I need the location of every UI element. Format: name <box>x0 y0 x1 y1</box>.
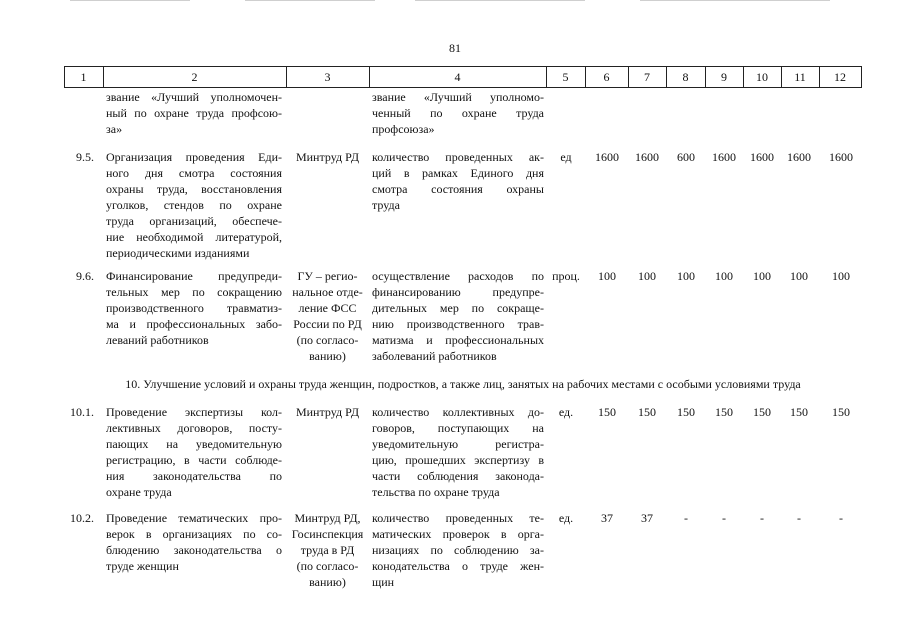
text-line: говоров, поступающих на <box>372 421 544 435</box>
row-description <box>106 510 282 574</box>
value-cell: 37 <box>641 511 653 525</box>
column-header: 6 <box>603 70 610 84</box>
value-cell: 100 <box>598 269 616 283</box>
column-header: 12 <box>834 70 846 84</box>
column-header: 4 <box>454 70 461 84</box>
text-line: Проведение экспертизы кол- <box>106 405 282 419</box>
text-line: за» <box>106 122 123 136</box>
value-cell: 1600 <box>829 150 853 164</box>
value-cell: 1600 <box>712 150 736 164</box>
unit: ед <box>560 150 572 164</box>
value-cell: - <box>839 511 843 525</box>
text-line: ный по охране труда профсою- <box>106 106 282 120</box>
text-line: количество коллективных до- <box>372 405 544 419</box>
section-title: 10. Улучшение условий и охраны труда женщин, подростков, а также лиц, занятых на рабочих местами с особыми условиями труда <box>125 377 801 391</box>
row-executor <box>287 268 368 364</box>
row-description <box>106 268 282 348</box>
value-cell: 100 <box>677 269 695 283</box>
text-line: (по согласо- <box>296 559 359 573</box>
scan-edge-line <box>640 0 830 1</box>
text-line: ма и профессиональных забо- <box>106 317 282 331</box>
text-line: охране труда <box>106 485 172 499</box>
value-cell: - <box>797 511 801 525</box>
text-line: ного дня смотра состояния <box>106 166 282 180</box>
text-line: ванию) <box>309 349 346 363</box>
value-cell: 100 <box>753 269 771 283</box>
text-line: осуществление расходов по <box>372 269 544 283</box>
unit: проц. <box>552 269 580 283</box>
column-header: 10 <box>756 70 768 84</box>
unit: ед. <box>558 511 574 525</box>
text-line: Минтруд РД <box>295 405 360 419</box>
unit: ед. <box>558 405 574 419</box>
text-line: части соблюдения законода- <box>372 469 544 483</box>
row-description <box>106 404 282 500</box>
text-line: количество проведенных те- <box>372 511 544 525</box>
value-cell: 150 <box>832 405 850 419</box>
text-line: охраны труда, восстановления <box>106 182 282 196</box>
text-line: конодательства о труде жен- <box>372 559 544 573</box>
text-line: Финансирование предупреди- <box>106 269 282 283</box>
text-line: нальное отде- <box>292 285 363 299</box>
text-line: труда организаций, обеспече- <box>106 214 282 228</box>
text-line: ченный по охране труда <box>372 106 544 120</box>
column-header: 7 <box>644 70 650 84</box>
text-line: (по согласо- <box>296 333 359 347</box>
value-cell: - <box>684 511 688 525</box>
text-line: ния законодательства по <box>106 469 282 483</box>
value-cell: 1600 <box>635 150 659 164</box>
row-executor <box>287 404 368 420</box>
value-cell: 150 <box>638 405 656 419</box>
text-line: звание «Лучший уполномо- <box>372 90 544 104</box>
text-line: матических проверок в орга- <box>372 527 544 541</box>
row-number: 9.5. <box>76 150 94 164</box>
text-line: нию производственного трав- <box>372 317 544 331</box>
column-header: 1 <box>80 70 87 84</box>
column-header: 8 <box>682 70 689 84</box>
text-line: ГУ – регио- <box>297 269 358 283</box>
text-line: Госинспекция <box>291 527 364 541</box>
value-cell: - <box>722 511 726 525</box>
text-line: Организация проведения Еди- <box>106 150 282 164</box>
text-line: количество проведенных ак- <box>372 150 544 164</box>
column-header: 2 <box>191 70 198 84</box>
column-divider <box>861 67 862 87</box>
text-line: верок в организациях по со- <box>106 527 282 541</box>
row-indicator <box>372 268 544 364</box>
value-cell: 100 <box>715 269 733 283</box>
text-line: труде женщин <box>106 559 179 573</box>
column-header: 3 <box>324 70 331 84</box>
value-cell: 1600 <box>787 150 811 164</box>
row-number: 10.2. <box>70 511 94 525</box>
page-number: 81 <box>449 41 461 55</box>
text-line: Минтруд РД <box>295 150 360 164</box>
column-header: 9 <box>721 70 727 84</box>
text-line: звание «Лучший уполномочен- <box>106 90 282 104</box>
text-line: периодическими изданиями <box>106 246 250 260</box>
scan-edge-line <box>415 0 585 1</box>
text-line: пающих на уведомительную <box>106 437 282 451</box>
text-line: ций в рамках Единого дня <box>372 166 544 180</box>
text-line: лективных договоров, посту- <box>106 421 282 435</box>
text-line: блюдению законодательства о <box>106 543 282 557</box>
value-cell: 100 <box>832 269 850 283</box>
text-line: уведомительную регистра- <box>372 437 544 451</box>
row-executor <box>287 510 368 590</box>
text-line: ние необходимой литературой, <box>106 230 282 244</box>
text-line: заболеваний работников <box>372 349 497 363</box>
value-cell: 150 <box>790 405 808 419</box>
text-line: тельства по охране труда <box>372 485 500 499</box>
text-line: низациях по соблюдению за- <box>372 543 544 557</box>
row-number: 10.1. <box>70 405 94 419</box>
text-line: труда <box>372 198 400 212</box>
text-line: труда в РД <box>300 543 355 557</box>
row-indicator <box>372 404 544 500</box>
scan-edge-line <box>245 0 375 1</box>
scan-edge-line <box>70 0 190 1</box>
value-cell: 37 <box>601 511 613 525</box>
carryover-indicator <box>372 89 544 137</box>
text-line: матизма и профессиональных <box>372 333 544 347</box>
header-bottom-border <box>64 87 862 88</box>
carryover-description <box>106 89 282 137</box>
row-indicator <box>372 510 544 590</box>
text-line: Минтруд РД, <box>294 511 361 525</box>
text-line: уголков, стендов по охране <box>106 198 282 212</box>
text-line: ванию) <box>309 575 346 589</box>
text-line: смотра состояния охраны <box>372 182 544 196</box>
value-cell: - <box>760 511 764 525</box>
value-cell: 150 <box>677 405 695 419</box>
text-line: леваний работников <box>106 333 209 347</box>
text-line: цию, прошедших экспертизу в <box>372 453 544 467</box>
row-description <box>106 149 282 261</box>
value-cell: 150 <box>715 405 733 419</box>
text-line: Проведение тематических про- <box>106 511 282 525</box>
row-executor <box>287 149 368 165</box>
column-header: 11 <box>794 70 806 84</box>
value-cell: 1600 <box>595 150 619 164</box>
value-cell: 150 <box>753 405 771 419</box>
value-cell: 1600 <box>750 150 774 164</box>
text-line: тельных мер по сокращению <box>106 285 282 299</box>
row-number: 9.6. <box>76 269 94 283</box>
text-line: России по РД <box>293 317 362 331</box>
value-cell: 600 <box>677 150 695 164</box>
row-indicator <box>372 149 544 213</box>
value-cell: 150 <box>598 405 616 419</box>
text-line: производственного травматиз- <box>106 301 282 315</box>
value-cell: 100 <box>638 269 656 283</box>
text-line: щин <box>372 575 395 589</box>
column-header: 5 <box>562 70 569 84</box>
text-line: профсоюза» <box>372 122 435 136</box>
text-line: ление ФСС <box>298 301 357 315</box>
text-line: регистрацию, в части соблюде- <box>106 453 282 467</box>
text-line: финансированию предупре- <box>372 285 544 299</box>
text-line: дительных мер по сокраще- <box>372 301 544 315</box>
value-cell: 100 <box>790 269 808 283</box>
